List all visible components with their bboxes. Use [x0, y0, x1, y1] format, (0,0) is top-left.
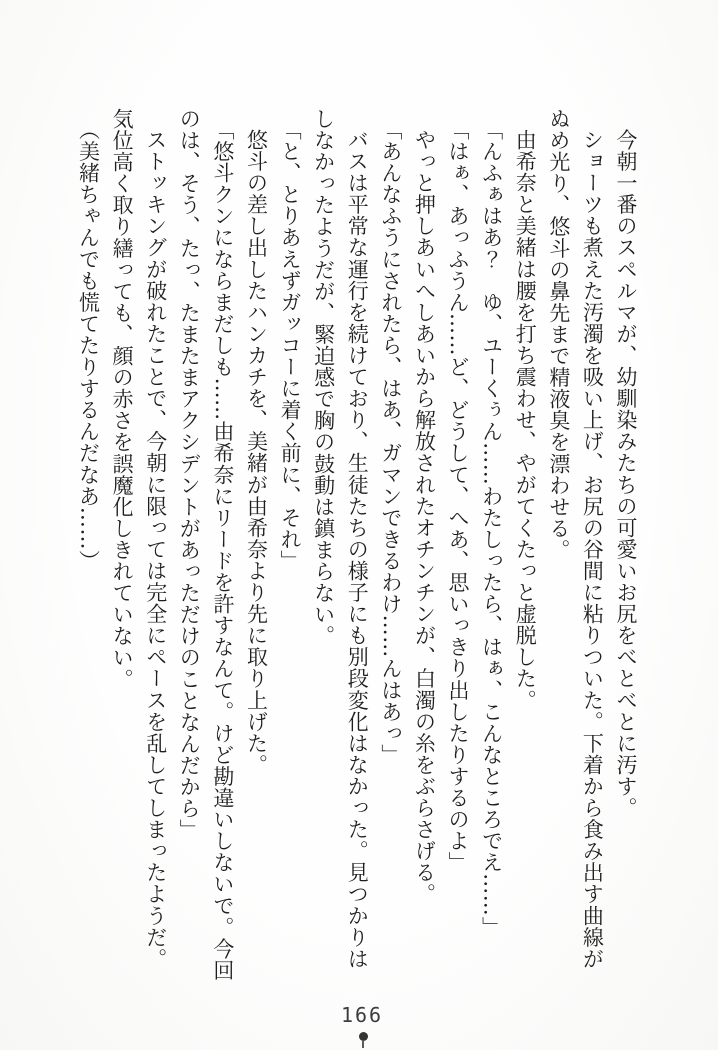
page-bottom-dot-icon: [359, 1032, 368, 1041]
text-line-6: 「はぁ、あっふうん……ど、どうして、へあ、思いっきり出したりするのよ」: [446, 118, 471, 873]
text-line-8: 「あんなふうにされたら、はあ、ガマンできるわけ……んはあっ」: [378, 118, 403, 765]
text-line-14: のは、そう、たっ、たまたまアクシデントがあっただけのことなんだから」: [177, 108, 202, 841]
text-line-13: 「悠斗クンにならまだしも……由希奈にリードを許すなんて。けど勘違いしないで。今回: [210, 118, 235, 981]
text-line-17: （美緒ちゃんでも慌てたりするんだなあ……）: [76, 118, 101, 572]
text-line-5: 「んふぁはあ？ ゆ、ユーくぅん……わたしったら、はぁ、こんなところでえ……」: [479, 118, 504, 938]
text-line-3: ぬめ光り、悠斗の鼻先まで精液臭を漂わせる。: [546, 108, 571, 561]
text-line-2: ショーツも煮えた汚濁を吸い上げ、お尻の谷間に粘りついた。下着から食み出す曲線が: [580, 129, 605, 970]
text-block: [70, 108, 642, 990]
page-number: 166: [340, 1003, 384, 1027]
text-line-10: しなかったようだが、緊迫感で胸の鼓動は鎮まらない。: [311, 108, 336, 647]
text-line-11: 「と、とりあえずガッコーに着く前に、それ」: [278, 118, 303, 572]
text-line-7: やっと押しあいへしあいから解放されたオチンチンが、白濁の糸をぶらさげる。: [412, 129, 437, 905]
text-line-12: 悠斗の差し出したハンカチを、美緒が由希奈より先に取り上げた。: [244, 129, 269, 776]
page-footer: [0, 1004, 718, 1045]
text-line-4: 由希奈と美緒は腰を打ち震わせ、やがてくたっと虚脱した。: [513, 129, 538, 711]
text-line-16: 気位高く取り繕っても、顔の赤さを誤魔化しきれていない。: [110, 108, 135, 690]
text-line-9: バスは平常な運行を続けており、生徒たちの様子にも別段変化はなかった。見つかりは: [345, 129, 370, 970]
text-line-1: 今朝一番のスペルマが、幼馴染みたちの可愛いお尻をべとべとに汚す。: [614, 129, 638, 819]
text-line-15: ストッキングが破れたことで、今朝に限っては完全にペースを乱してしまったようだ。: [143, 129, 168, 970]
